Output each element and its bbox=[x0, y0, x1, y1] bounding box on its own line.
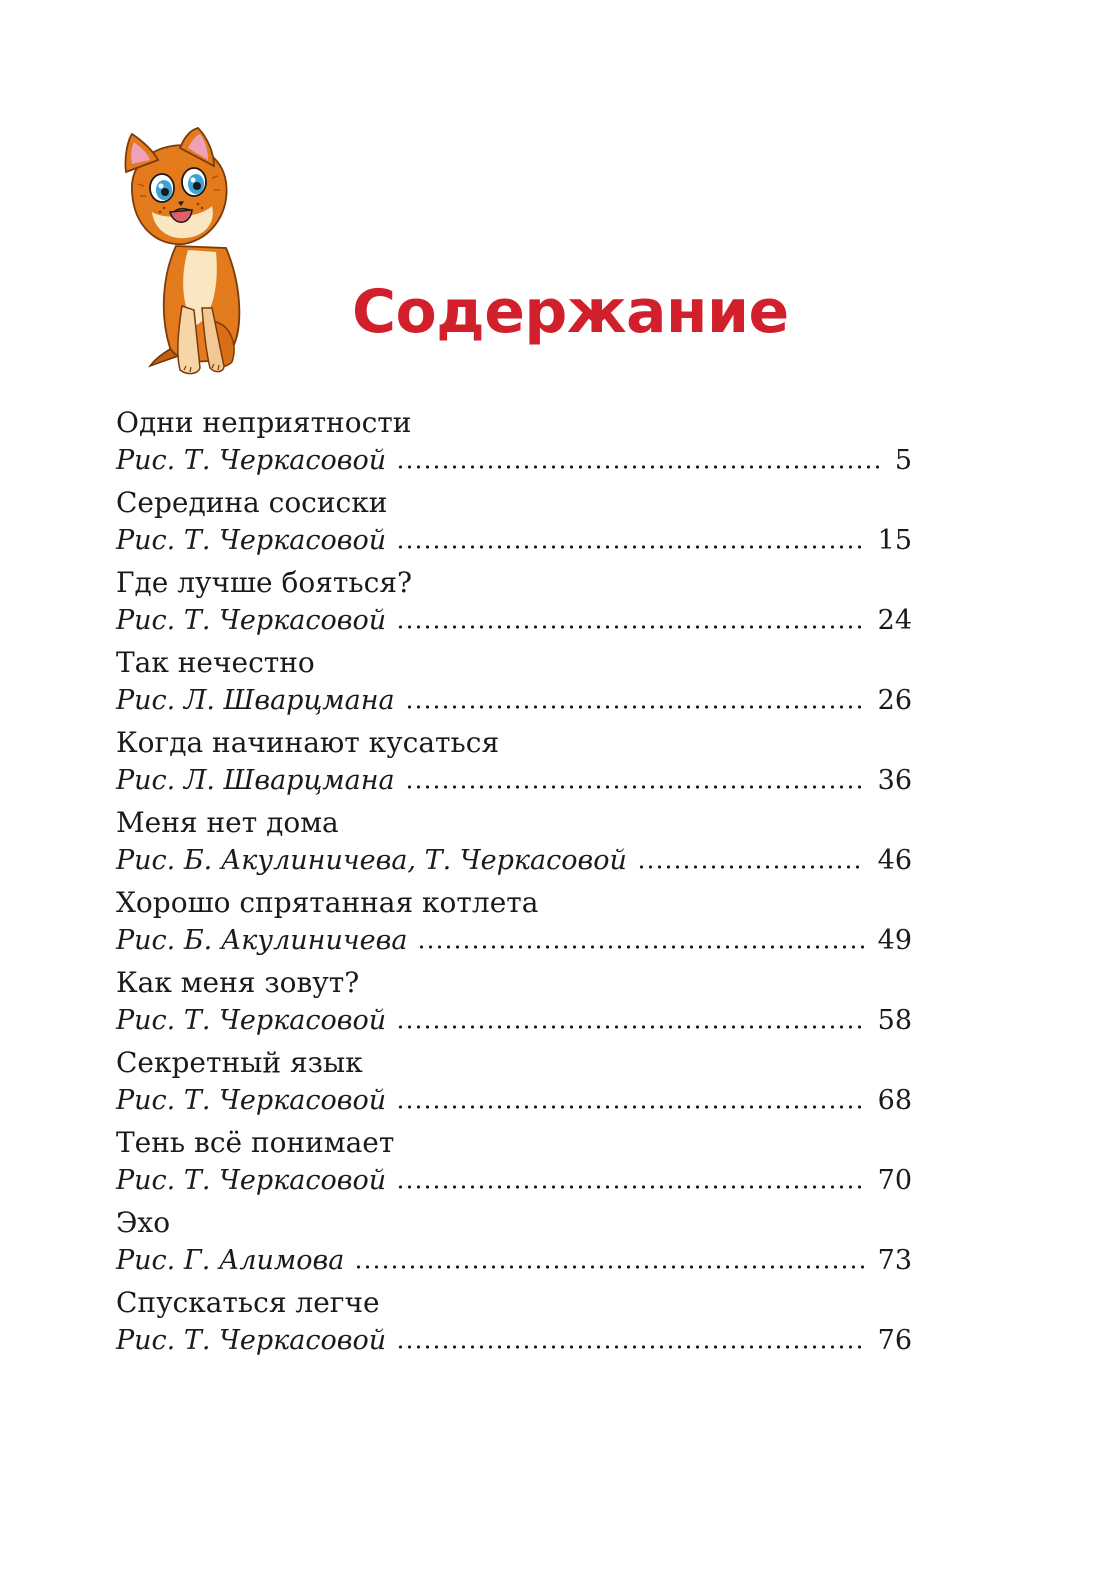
story-title: Секретный язык bbox=[116, 1046, 363, 1079]
toc-entry[interactable] bbox=[116, 640, 912, 720]
story-title: Меня нет дома bbox=[116, 806, 339, 839]
page-number: 58 bbox=[877, 1005, 912, 1036]
dot-leader bbox=[405, 785, 864, 789]
dot-leader bbox=[417, 945, 863, 949]
story-title: Где лучше бояться? bbox=[116, 566, 412, 599]
toc-entry[interactable] bbox=[116, 480, 912, 560]
illustrator-credit: Рис. Т. Черкасовой bbox=[116, 1085, 387, 1116]
dot-leader bbox=[396, 1185, 864, 1189]
illustrator-credit: Рис. Г. Алимова bbox=[116, 1245, 345, 1276]
toc-entry[interactable] bbox=[116, 1120, 912, 1200]
dot-leader bbox=[396, 1345, 864, 1349]
story-title: Эхо bbox=[116, 1206, 171, 1239]
story-title: Хорошо спрятанная котлета bbox=[116, 886, 539, 919]
page-number: 76 bbox=[877, 1325, 912, 1356]
toc-entry[interactable] bbox=[116, 560, 912, 640]
illustrator-credit: Рис. Т. Черкасовой bbox=[116, 1325, 387, 1356]
toc-entry[interactable] bbox=[116, 800, 912, 880]
illustrator-credit: Рис. Т. Черкасовой bbox=[116, 525, 387, 556]
illustrator-credit: Рис. Т. Черкасовой bbox=[116, 605, 387, 636]
page-number: 24 bbox=[877, 605, 912, 636]
story-title: Так нечестно bbox=[116, 646, 315, 679]
illustrator-credit: Рис. Л. Шварцмана bbox=[116, 685, 395, 716]
story-title: Спускаться легче bbox=[116, 1286, 380, 1319]
dot-leader bbox=[396, 1025, 864, 1029]
illustrator-credit: Рис. Л. Шварцмана bbox=[116, 765, 395, 796]
page-title: Содержание bbox=[352, 277, 789, 347]
page-number: 68 bbox=[877, 1085, 912, 1116]
dot-leader bbox=[637, 865, 864, 869]
toc-entry[interactable] bbox=[116, 960, 912, 1040]
page-number: 70 bbox=[877, 1165, 912, 1196]
dot-leader bbox=[396, 465, 881, 469]
toc-entry[interactable] bbox=[116, 1040, 912, 1120]
illustrator-credit: Рис. Т. Черкасовой bbox=[116, 1005, 387, 1036]
story-title: Тень всё понимает bbox=[116, 1126, 395, 1159]
dot-leader bbox=[405, 705, 864, 709]
dot-leader bbox=[396, 625, 864, 629]
page-number: 46 bbox=[877, 845, 912, 876]
story-title: Когда начинают кусаться bbox=[116, 726, 500, 759]
page-number: 15 bbox=[877, 525, 912, 556]
illustrator-credit: Рис. Б. Акулиничева bbox=[116, 925, 408, 956]
illustrator-credit: Рис. Т. Черкасовой bbox=[116, 1165, 387, 1196]
dot-leader bbox=[396, 1105, 864, 1109]
page-number: 5 bbox=[894, 445, 912, 476]
page-number: 49 bbox=[877, 925, 912, 956]
page-number: 26 bbox=[877, 685, 912, 716]
story-title: Как меня зовут? bbox=[116, 966, 360, 999]
toc-entry[interactable] bbox=[116, 1280, 912, 1360]
dot-leader bbox=[354, 1265, 863, 1269]
story-title: Одни неприятности bbox=[116, 406, 412, 439]
toc-entry[interactable] bbox=[116, 720, 912, 800]
illustrator-credit: Рис. Б. Акулиничева, Т. Черкасовой bbox=[116, 845, 627, 876]
page-number: 73 bbox=[877, 1245, 912, 1276]
table-of-contents bbox=[116, 400, 912, 1360]
illustrator-credit: Рис. Т. Черкасовой bbox=[116, 445, 387, 476]
dot-leader bbox=[396, 545, 864, 549]
kitten-illustration bbox=[118, 126, 268, 378]
toc-entry[interactable] bbox=[116, 1200, 912, 1280]
page-number: 36 bbox=[877, 765, 912, 796]
toc-entry[interactable] bbox=[116, 400, 912, 480]
toc-entry[interactable] bbox=[116, 880, 912, 960]
story-title: Середина сосиски bbox=[116, 486, 388, 519]
